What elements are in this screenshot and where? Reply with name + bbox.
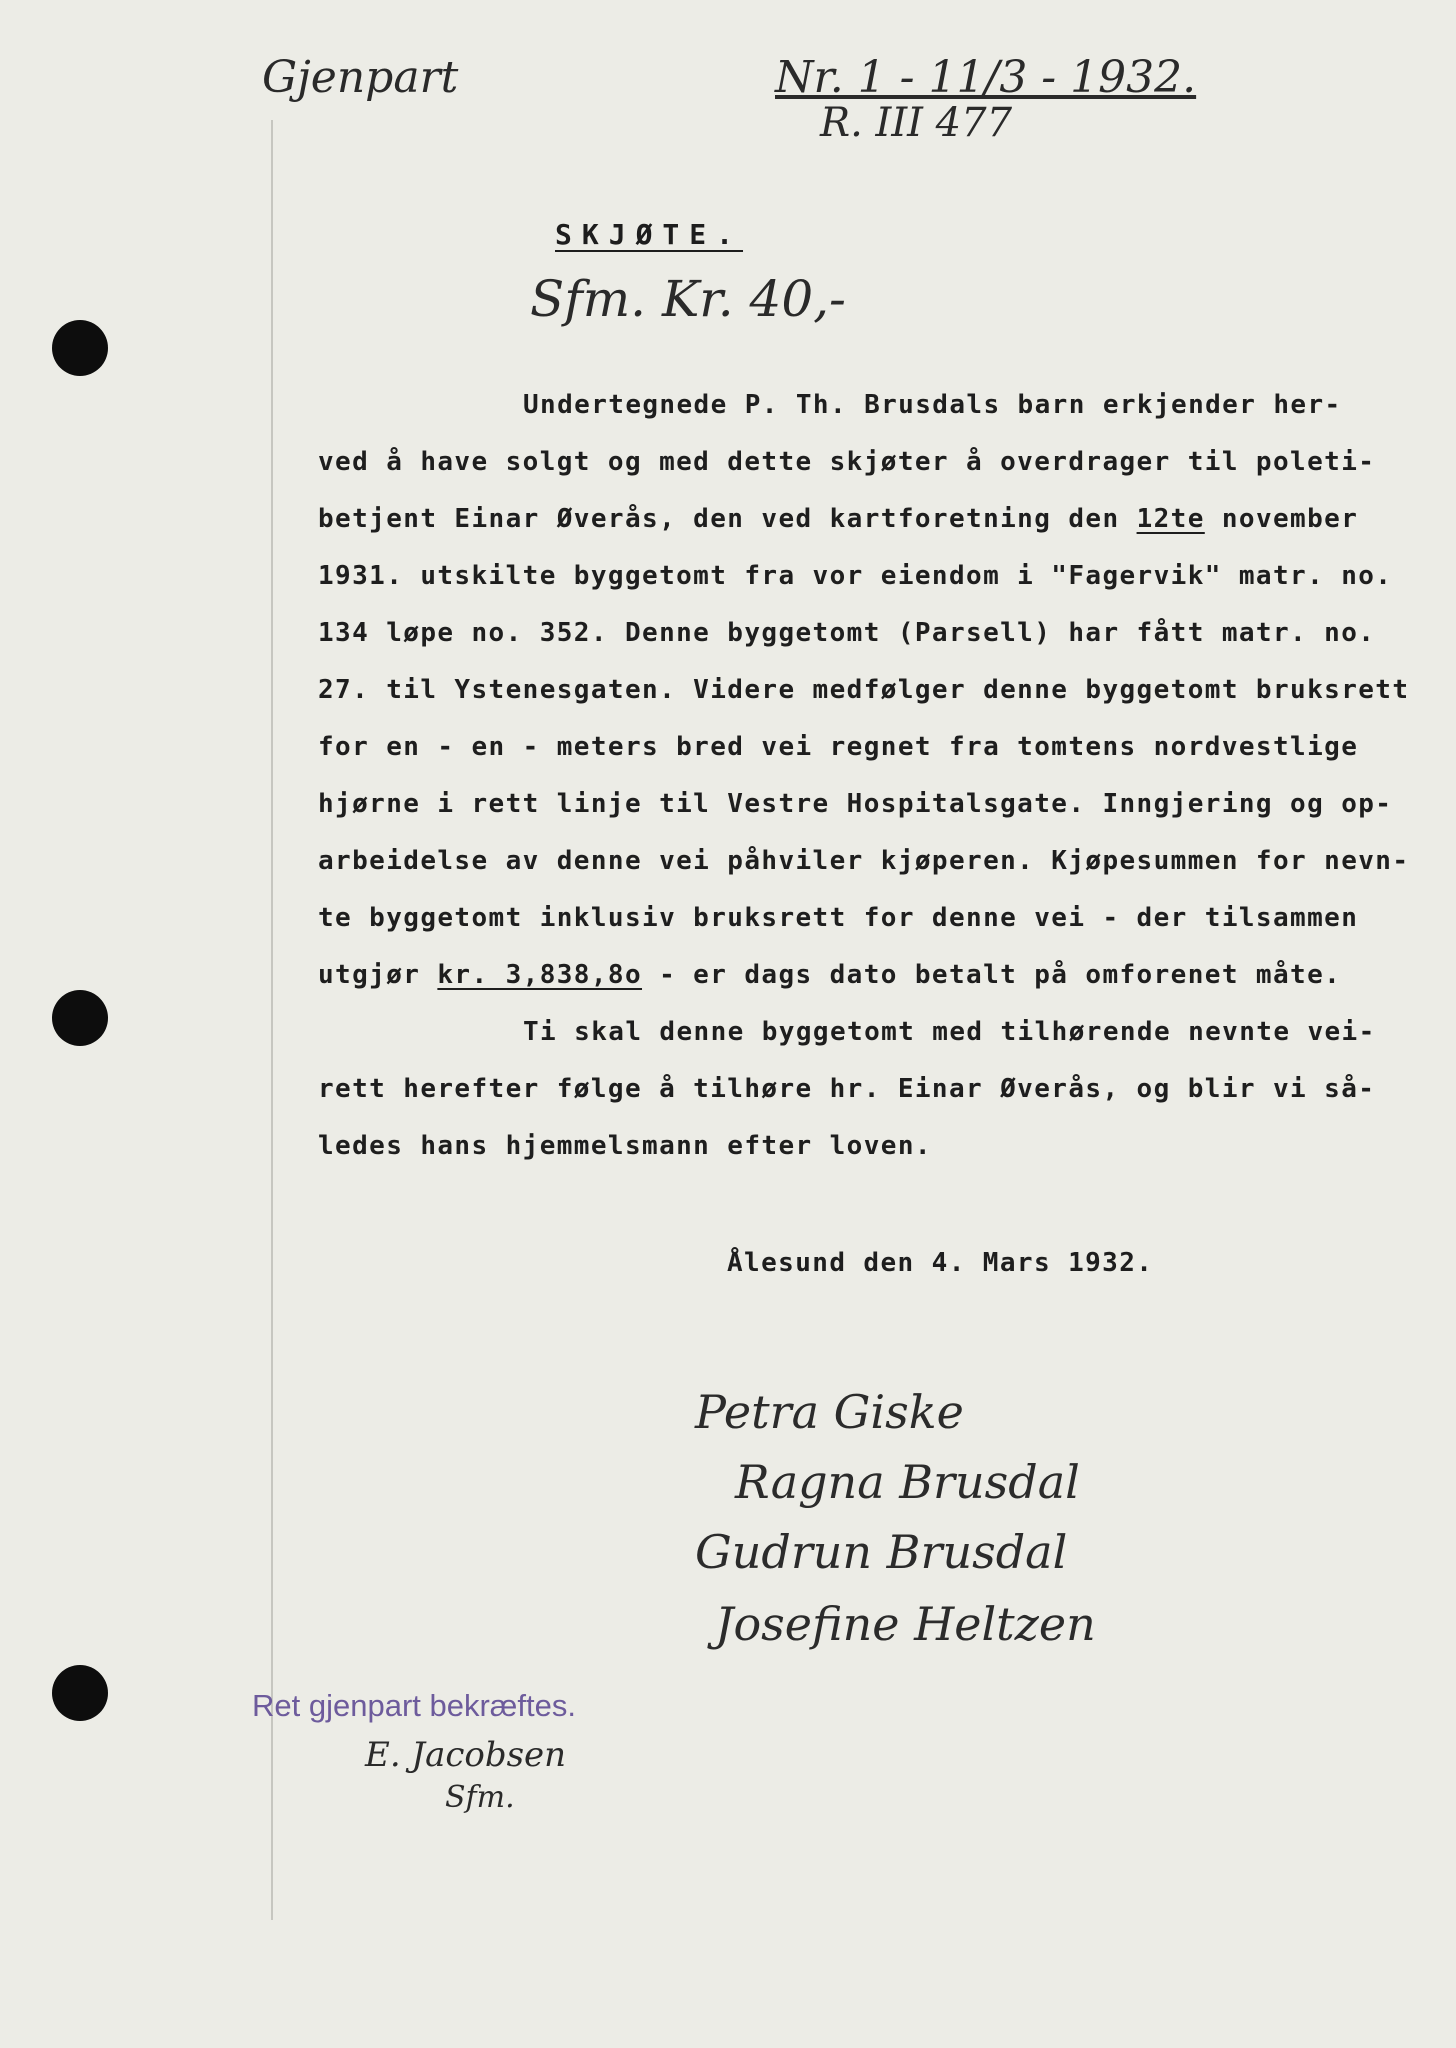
body-line: 1931. utskilte byggetomt fra vor eiendom i "Fagervik" matr. no. [318, 561, 1393, 591]
reference-number: Nr. 1 - 11/3 - 1932. [775, 52, 1197, 103]
body-line: Ti skal denne byggetomt med tilhørende nevnte vei- [523, 1017, 1376, 1047]
underlined-text: 12te [1136, 504, 1205, 534]
body-line: for en - en - meters bred vei regnet fra tomtens nordvestlige [318, 732, 1359, 762]
body-line: 134 løpe no. 352. Denne byggetomt (Parsell) har fått matr. no. [318, 618, 1376, 648]
body-line: arbeidelse av denne vei påhviler kjøperen. Kjøpesummen for nevn- [318, 846, 1410, 876]
body-line: Undertegnede P. Th. Brusdals barn erkjender her- [523, 390, 1342, 420]
body-line: utgjør kr. 3,838,8o - er dags dato betalt på omforenet måte. [318, 960, 1342, 990]
copy-label: Gjenpart [262, 52, 459, 103]
signature-3: Gudrun Brusdal [695, 1525, 1068, 1579]
signature-4: Josefine Heltzen [715, 1597, 1096, 1651]
body-line: ved å have solgt og med dette skjøter å overdrager til poleti- [318, 447, 1376, 477]
place-date: Ålesund den 4. Mars 1932. [727, 1248, 1154, 1278]
document-title: SKJØTE. [555, 218, 744, 251]
signature-1: Petra Giske [695, 1385, 964, 1439]
punch-hole-middle [52, 990, 108, 1046]
fee-note: Sfm. Kr. 40,- [530, 270, 846, 328]
body-line: 27. til Ystenesgaten. Videre medfølger denne byggetomt bruksrett [318, 675, 1410, 705]
punch-hole-bottom [52, 1665, 108, 1721]
certification-stamp: Ret gjenpart bekræftes. [252, 1688, 576, 1723]
signature-2: Ragna Brusdal [735, 1455, 1080, 1509]
body-line: betjent Einar Øverås, den ved kartforetning den 12te november [318, 504, 1359, 534]
stamp-signature: E. Jacobsen [365, 1735, 567, 1775]
body-line: te byggetomt inklusiv bruksrett for denne vei - der tilsammen [318, 903, 1359, 933]
margin-line [271, 120, 273, 1920]
underlined-text: kr. 3,838,8o [437, 960, 643, 990]
punch-hole-top [52, 320, 108, 376]
register-reference: R. III 477 [820, 100, 1013, 146]
body-line: rett herefter følge å tilhøre hr. Einar Øverås, og blir vi så- [318, 1074, 1376, 1104]
stamp-signer-title: Sfm. [445, 1780, 515, 1815]
body-line: ledes hans hjemmelsmann efter loven. [318, 1131, 932, 1161]
body-line: hjørne i rett linje til Vestre Hospitalsgate. Inngjering og op- [318, 789, 1393, 819]
